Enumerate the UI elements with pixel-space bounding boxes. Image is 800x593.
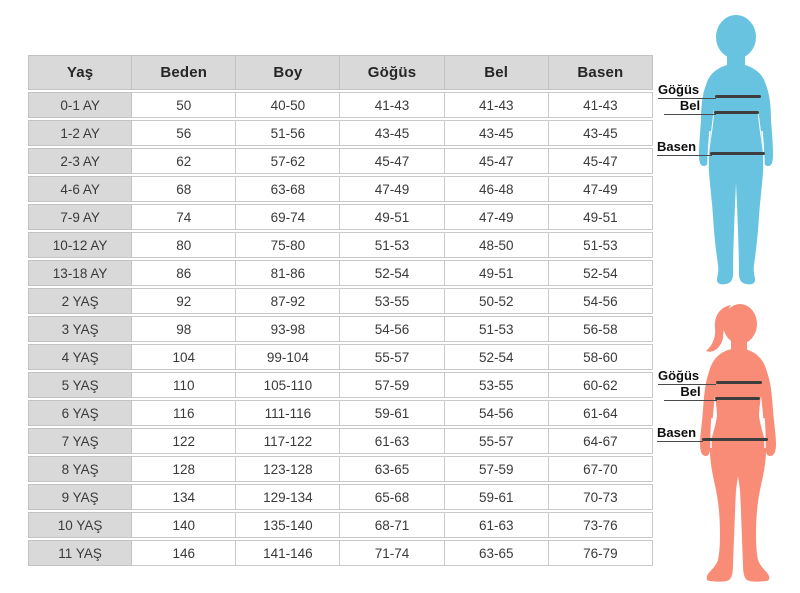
table-cell: 40-50 xyxy=(236,92,340,118)
table-cell: 55-57 xyxy=(445,428,549,454)
table-cell: 98 xyxy=(132,316,236,342)
child-hip-label: Basen xyxy=(657,141,712,156)
table-cell: 87-92 xyxy=(236,288,340,314)
table-cell: 58-60 xyxy=(549,344,653,370)
table-cell: 75-80 xyxy=(236,232,340,258)
table-cell: 146 xyxy=(132,540,236,566)
table-cell: 52-54 xyxy=(340,260,444,286)
table-cell: 57-59 xyxy=(340,372,444,398)
row-label-cell: 1-2 AY xyxy=(28,120,132,146)
table-cell: 68 xyxy=(132,176,236,202)
table-cell: 61-63 xyxy=(445,512,549,538)
table-row xyxy=(28,260,653,286)
table-cell: 134 xyxy=(132,484,236,510)
column-header: Beden xyxy=(132,55,236,90)
table-cell: 51-56 xyxy=(236,120,340,146)
table-cell: 129-134 xyxy=(236,484,340,510)
table-cell: 54-56 xyxy=(445,400,549,426)
table-cell: 81-86 xyxy=(236,260,340,286)
girl-silhouette xyxy=(690,300,790,585)
table-cell: 74 xyxy=(132,204,236,230)
table-cell: 47-49 xyxy=(445,204,549,230)
table-cell: 110 xyxy=(132,372,236,398)
table-cell: 49-51 xyxy=(549,204,653,230)
table-cell: 52-54 xyxy=(549,260,653,286)
row-label-cell: 7 YAŞ xyxy=(28,428,132,454)
table-row xyxy=(28,344,653,370)
row-label-cell: 7-9 AY xyxy=(28,204,132,230)
table-cell: 57-59 xyxy=(445,456,549,482)
table-cell: 93-98 xyxy=(236,316,340,342)
table-cell: 45-47 xyxy=(549,148,653,174)
table-cell: 71-74 xyxy=(340,540,444,566)
size-table-header-row xyxy=(28,55,653,90)
girl-chest-label: Göğüs xyxy=(658,370,716,385)
table-cell: 53-55 xyxy=(340,288,444,314)
row-label-cell: 8 YAŞ xyxy=(28,456,132,482)
table-cell: 64-67 xyxy=(549,428,653,454)
table-row xyxy=(28,400,653,426)
table-cell: 76-79 xyxy=(549,540,653,566)
table-cell: 51-53 xyxy=(340,232,444,258)
table-row xyxy=(28,428,653,454)
row-label-cell: 4 YAŞ xyxy=(28,344,132,370)
girl-waist-line xyxy=(715,397,760,400)
table-cell: 41-43 xyxy=(445,92,549,118)
column-header: Boy xyxy=(236,55,340,90)
table-cell: 68-71 xyxy=(340,512,444,538)
table-cell: 122 xyxy=(132,428,236,454)
girl-hip-label: Basen xyxy=(657,427,703,442)
row-label-cell: 4-6 AY xyxy=(28,176,132,202)
table-cell: 48-50 xyxy=(445,232,549,258)
table-cell: 92 xyxy=(132,288,236,314)
table-cell: 104 xyxy=(132,344,236,370)
table-cell: 60-62 xyxy=(549,372,653,398)
table-cell: 47-49 xyxy=(549,176,653,202)
table-cell: 116 xyxy=(132,400,236,426)
table-cell: 43-45 xyxy=(549,120,653,146)
table-cell: 54-56 xyxy=(549,288,653,314)
table-row xyxy=(28,288,653,314)
table-cell: 141-146 xyxy=(236,540,340,566)
table-cell: 51-53 xyxy=(549,232,653,258)
table-cell: 46-48 xyxy=(445,176,549,202)
table-cell: 59-61 xyxy=(340,400,444,426)
table-cell: 57-62 xyxy=(236,148,340,174)
table-cell: 70-73 xyxy=(549,484,653,510)
table-row xyxy=(28,372,653,398)
table-row xyxy=(28,316,653,342)
table-row xyxy=(28,540,653,566)
child-chest-label: Göğüs xyxy=(658,84,716,99)
table-cell: 43-45 xyxy=(340,120,444,146)
table-cell: 128 xyxy=(132,456,236,482)
table-cell: 117-122 xyxy=(236,428,340,454)
size-table-body xyxy=(28,92,653,566)
row-label-cell: 10-12 AY xyxy=(28,232,132,258)
table-cell: 63-68 xyxy=(236,176,340,202)
row-label-cell: 5 YAŞ xyxy=(28,372,132,398)
table-cell: 56 xyxy=(132,120,236,146)
table-cell: 99-104 xyxy=(236,344,340,370)
table-cell: 65-68 xyxy=(340,484,444,510)
table-cell: 56-58 xyxy=(549,316,653,342)
row-label-cell: 2 YAŞ xyxy=(28,288,132,314)
row-label-cell: 6 YAŞ xyxy=(28,400,132,426)
table-cell: 63-65 xyxy=(445,540,549,566)
table-cell: 63-65 xyxy=(340,456,444,482)
table-row xyxy=(28,92,653,118)
table-row xyxy=(28,484,653,510)
table-cell: 80 xyxy=(132,232,236,258)
child-chest-line xyxy=(715,95,761,98)
table-cell: 54-56 xyxy=(340,316,444,342)
table-cell: 140 xyxy=(132,512,236,538)
column-header: Yaş xyxy=(28,55,132,90)
girl-chest-line xyxy=(716,381,762,384)
row-label-cell: 0-1 AY xyxy=(28,92,132,118)
table-row xyxy=(28,204,653,230)
table-cell: 45-47 xyxy=(340,148,444,174)
table-row xyxy=(28,120,653,146)
table-cell: 41-43 xyxy=(340,92,444,118)
table-cell: 59-61 xyxy=(445,484,549,510)
child-waist-label: Bel xyxy=(664,100,716,115)
table-cell: 61-64 xyxy=(549,400,653,426)
table-cell: 51-53 xyxy=(445,316,549,342)
table-cell: 52-54 xyxy=(445,344,549,370)
table-cell: 73-76 xyxy=(549,512,653,538)
table-cell: 49-51 xyxy=(445,260,549,286)
table-cell: 62 xyxy=(132,148,236,174)
table-cell: 45-47 xyxy=(445,148,549,174)
column-header: Göğüs xyxy=(340,55,444,90)
table-cell: 61-63 xyxy=(340,428,444,454)
table-cell: 53-55 xyxy=(445,372,549,398)
table-row xyxy=(28,176,653,202)
row-label-cell: 11 YAŞ xyxy=(28,540,132,566)
table-row xyxy=(28,456,653,482)
row-label-cell: 9 YAŞ xyxy=(28,484,132,510)
table-cell: 50 xyxy=(132,92,236,118)
table-row xyxy=(28,148,653,174)
table-cell: 69-74 xyxy=(236,204,340,230)
table-cell: 67-70 xyxy=(549,456,653,482)
table-row xyxy=(28,232,653,258)
table-cell: 50-52 xyxy=(445,288,549,314)
table-row xyxy=(28,512,653,538)
child-waist-line xyxy=(714,111,759,114)
table-cell: 49-51 xyxy=(340,204,444,230)
table-cell: 41-43 xyxy=(549,92,653,118)
table-cell: 123-128 xyxy=(236,456,340,482)
table-cell: 55-57 xyxy=(340,344,444,370)
girl-waist-label: Bel xyxy=(664,386,717,401)
row-label-cell: 3 YAŞ xyxy=(28,316,132,342)
row-label-cell: 2-3 AY xyxy=(28,148,132,174)
row-label-cell: 13-18 AY xyxy=(28,260,132,286)
row-label-cell: 10 YAŞ xyxy=(28,512,132,538)
column-header: Bel xyxy=(445,55,549,90)
table-cell: 43-45 xyxy=(445,120,549,146)
table-cell: 47-49 xyxy=(340,176,444,202)
table-cell: 86 xyxy=(132,260,236,286)
girl-hip-line xyxy=(702,438,768,441)
column-header: Basen xyxy=(549,55,653,90)
size-table xyxy=(28,53,653,568)
child-hip-line xyxy=(710,152,765,155)
table-cell: 105-110 xyxy=(236,372,340,398)
table-cell: 111-116 xyxy=(236,400,340,426)
table-cell: 135-140 xyxy=(236,512,340,538)
